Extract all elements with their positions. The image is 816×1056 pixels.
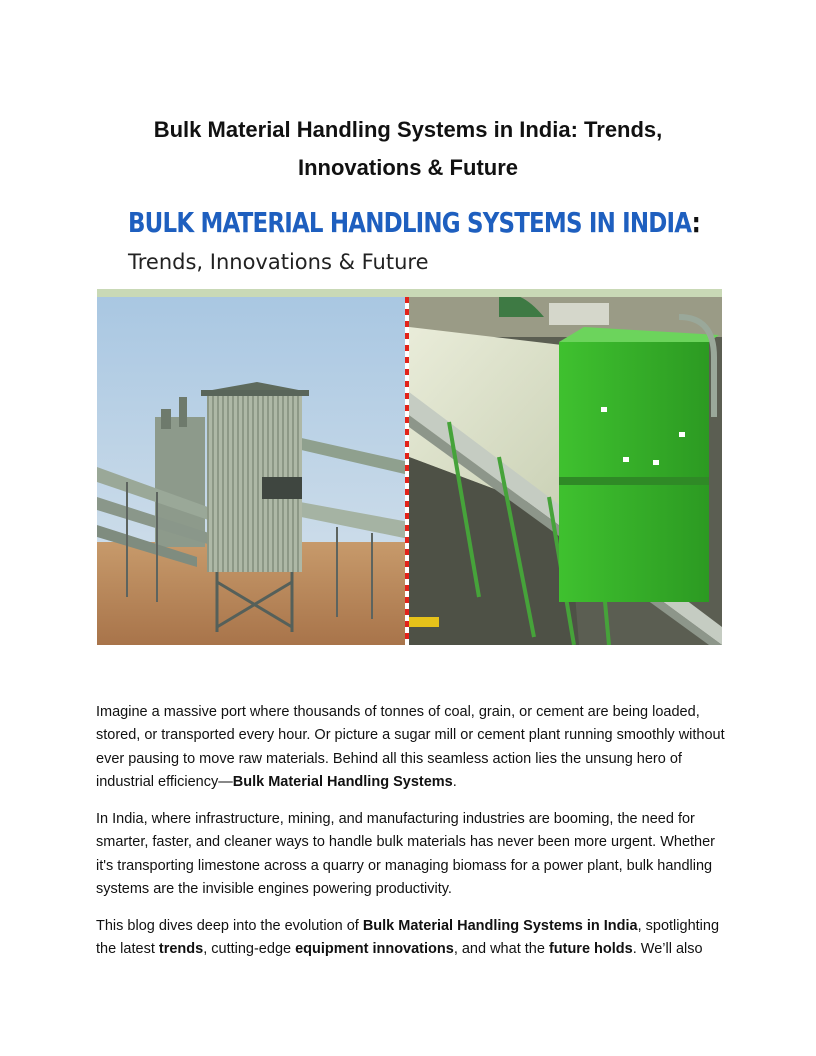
banner-heading-text: BULK MATERIAL HANDLING SYSTEMS IN INDIA bbox=[128, 206, 692, 239]
text-run: . We’ll also bbox=[632, 941, 703, 957]
bold-phrase: Bulk Material Handling Systems bbox=[232, 774, 453, 790]
document-title: Bulk Material Handling Systems in India: Trends, Innovations & Future bbox=[153, 116, 663, 180]
text-run: Imagine a massive port where thousands of tonnes of coal, grain, or cement are being loaded, stored, or transported every hour. Or picture a sugar mill or cement plant running smoothly without ever pausing to move raw materials. Behind all this seamless action lies the unsung hero of industrial efficiency— bbox=[96, 703, 725, 790]
text-run: . bbox=[452, 774, 457, 790]
text-run: , and what the bbox=[453, 941, 549, 957]
bold-phrase: equipment innovations bbox=[295, 941, 454, 957]
green-tower-photo bbox=[409, 297, 722, 645]
india-context-paragraph bbox=[96, 808, 726, 902]
text-run: , spotlighting the latest bbox=[96, 917, 720, 957]
bold-phrase: Bulk Material Handling Systems in India bbox=[362, 917, 638, 934]
bold-phrase: future holds bbox=[548, 941, 633, 957]
blog-overview-paragraph bbox=[96, 915, 726, 962]
text-run: This blog dives deep into the evolution of bbox=[96, 917, 363, 934]
banner-heading-colon: : bbox=[691, 206, 700, 239]
bold-phrase: trends bbox=[158, 941, 204, 957]
banner-heading bbox=[128, 206, 700, 239]
text-run: In India, where infrastructure, mining, and manufacturing industries are booming, the need for smarter, faster, and cleaner ways to handle bulk materials has never been more urgent. Whether it's transporting limestone across a quarry or managing biomass for a power plant, bulk handling systems are the invisible engines powering productivity. bbox=[96, 810, 715, 897]
conveyor-tower-photo bbox=[97, 297, 409, 645]
banner-subheading: Trends, Innovations & Future bbox=[128, 250, 429, 274]
intro-paragraph bbox=[96, 701, 726, 795]
text-run: , cutting-edge bbox=[203, 941, 296, 957]
